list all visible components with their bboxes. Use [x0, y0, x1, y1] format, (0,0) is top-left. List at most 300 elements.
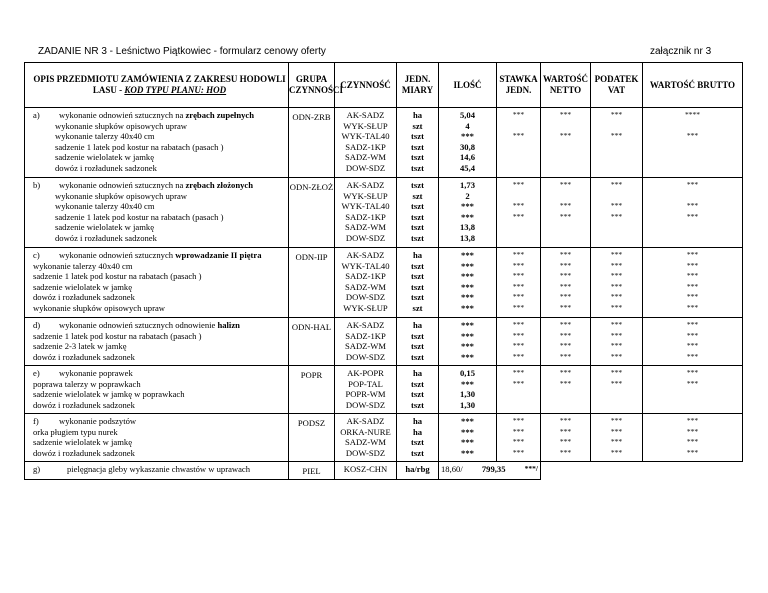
gross-value: *** — [686, 320, 699, 329]
rate-value — [497, 191, 540, 202]
gross-value: *** — [686, 330, 699, 340]
net-value: *** — [559, 368, 572, 377]
rate-value: *** — [512, 281, 525, 291]
section-description — [25, 462, 289, 480]
quantity-value: 0,15 — [459, 368, 476, 378]
activity-code: ORKA-NURE — [340, 426, 391, 437]
section-subline: dowóz i rozładunek sadzonek — [33, 351, 135, 362]
header-row — [25, 63, 743, 108]
quantity-value: *** — [461, 447, 474, 458]
header-net: WARTOŚĆ NETTO — [541, 63, 591, 108]
gross-value: *** — [686, 437, 699, 447]
section-row-last — [25, 462, 743, 480]
section-row — [25, 318, 743, 366]
gross-value: *** — [686, 447, 699, 457]
vat-value-cell — [591, 248, 643, 318]
quantity-value: *** — [461, 260, 474, 271]
vat-value: *** — [610, 378, 623, 388]
quantity-value: *** — [461, 302, 474, 313]
activity-code: KOSZ-CHN — [335, 462, 397, 480]
vat-value: *** — [610, 426, 623, 436]
unit-of-measure: ha — [412, 320, 423, 330]
header-activity: CZYNNOŚĆ — [335, 63, 397, 108]
rate-value: *** — [512, 302, 525, 312]
vat-value-cell — [591, 178, 643, 248]
activity-code: DOW-SDZ — [345, 292, 386, 303]
gross-value: *** — [686, 341, 699, 351]
activity-code: SADZ-1KP — [345, 141, 386, 152]
gross-value-cell — [643, 178, 743, 248]
activity-code: WYK-TAL40 — [341, 201, 390, 212]
vat-value: *** — [610, 281, 623, 291]
activity-code: DOW-SDZ — [345, 351, 386, 362]
unit-of-measure: tszt — [411, 152, 424, 163]
quantity-value: *** — [461, 341, 474, 352]
unit-of-measure: tszt — [411, 260, 424, 271]
activity-code: DOW-SDZ — [345, 232, 386, 243]
gross-value: *** — [686, 180, 699, 189]
rate-value: *** — [512, 260, 525, 270]
header-group: GRUPA CZYNNOŚCI — [289, 63, 335, 108]
unit-of-measure: szt — [412, 190, 423, 201]
vat-value: *** — [610, 250, 623, 259]
activity-code-cell — [335, 318, 397, 366]
section-title: wykonanie odnowień sztucznych — [59, 250, 176, 260]
section-description — [25, 178, 289, 248]
section-subline: wykonanie słupków opisowych upraw — [55, 120, 187, 131]
section-title: wykonanie odnowień sztucznych na — [59, 110, 186, 120]
section-subline: sadzenie 1 latek pod kostur na rabatach (pasach ) — [55, 211, 224, 222]
section-title-bold: halizn — [217, 320, 240, 330]
header-vat: PODATEK VAT — [591, 63, 643, 108]
unit-of-measure-cell — [397, 366, 439, 414]
unit-of-measure: tszt — [411, 201, 424, 212]
gross-value-cell — [643, 366, 743, 414]
section-row — [25, 178, 743, 248]
header-unit: JEDN. MIARY — [397, 63, 439, 108]
gross-value — [643, 121, 742, 132]
net-value: *** — [559, 437, 572, 447]
unit-of-measure: ha — [412, 250, 423, 260]
section-subline: poprawa talerzy w poprawkach — [33, 378, 141, 389]
section-subline: wykonanie talerzy 40x40 cm — [33, 260, 133, 271]
gross-value: *** — [686, 368, 699, 377]
group-code: ODN-IIP — [289, 248, 335, 318]
quantity-value: 1,30 — [459, 399, 476, 410]
vat-value: *** — [610, 351, 623, 361]
rate-value: *** — [512, 271, 525, 281]
quantity-value: *** — [461, 426, 474, 437]
activity-code: WYK-SŁUP — [343, 190, 388, 201]
header-desc-prefix: LASU - — [92, 85, 125, 95]
quantity-value-cell — [439, 414, 497, 462]
rate-value-cell — [497, 366, 541, 414]
unit-of-measure: tszt — [411, 131, 424, 142]
section-marker: b) — [33, 180, 41, 190]
gross-value: *** — [686, 271, 699, 281]
rate-value: *** — [512, 250, 525, 259]
vat-value: *** — [610, 292, 623, 302]
quantity-value: *** — [461, 271, 474, 282]
gross-value: *** — [686, 211, 699, 221]
header-desc-line1: OPIS PRZEDMIOTU ZAMÓWIENIA Z ZAKRESU HODOWLI — [33, 74, 286, 84]
vat-value: *** — [610, 320, 623, 329]
rate-value: *** — [512, 426, 525, 436]
unit-of-measure: tszt — [411, 351, 424, 362]
rate-value: *** — [512, 330, 525, 340]
unit-of-measure: tszt — [411, 281, 424, 292]
vat-value: *** — [610, 201, 623, 211]
section-description — [25, 108, 289, 178]
quantity-value: *** — [461, 250, 474, 260]
gross-value: *** — [686, 292, 699, 302]
net-value: *** — [559, 201, 572, 211]
activity-code: AK-SADZ — [346, 180, 385, 190]
vat-value-cell — [591, 414, 643, 462]
activity-code: DOW-SDZ — [345, 447, 386, 458]
unit-of-measure: tszt — [411, 232, 424, 243]
section-subline: sadzenie wielolatek w jamkę w poprawkach — [33, 389, 185, 400]
section-subline: sadzenie 1 latek pod kostur na rabatach (pasach ) — [33, 330, 202, 341]
rate-value: *** — [512, 437, 525, 447]
section-subline: wykonanie talerzy 40x40 cm — [55, 131, 155, 142]
section-subline: dowóz i rozładunek sadzonek — [33, 447, 135, 458]
vat-value: *** — [610, 110, 623, 119]
unit-of-measure: tszt — [411, 378, 424, 389]
activity-code: AK-SADZ — [346, 416, 385, 426]
quantity-value: *** — [461, 211, 474, 222]
activity-code-cell — [335, 248, 397, 318]
vat-value: *** — [610, 341, 623, 351]
vat-value-cell — [591, 108, 643, 178]
quantity-value-cell — [439, 248, 497, 318]
section-title: wykonanie odnowień sztucznych odnowienie — [59, 320, 218, 330]
activity-code-cell — [335, 108, 397, 178]
vat-value: *** — [610, 211, 623, 221]
net-value: *** — [559, 341, 572, 351]
group-code: ODN-ZŁOŻ — [289, 178, 335, 248]
header-description — [25, 63, 289, 108]
vat-value: *** — [610, 437, 623, 447]
activity-code-cell — [335, 414, 397, 462]
activity-code: SADZ-WM — [344, 341, 387, 352]
quantity-value-cell — [439, 366, 497, 414]
activity-code: WYK-TAL40 — [341, 260, 390, 271]
unit-of-measure: tszt — [411, 162, 424, 173]
net-value: *** — [559, 211, 572, 221]
activity-code: WYK-SŁUP — [343, 120, 388, 131]
vat-value: *** — [610, 330, 623, 340]
gross-value-cell — [643, 414, 743, 462]
gross-value — [643, 191, 742, 202]
rate-value: *** — [512, 368, 525, 377]
unit-of-measure: tszt — [411, 437, 424, 448]
rate-value: *** — [512, 292, 525, 302]
activity-code-cell — [335, 178, 397, 248]
section-title-bold: zrębach zupełnych — [185, 110, 254, 120]
section-subline: sadzenie 2-3 latek w jamkę — [33, 341, 127, 352]
unit-of-measure: tszt — [411, 271, 424, 282]
section-title: wykonanie podszytów — [59, 416, 137, 426]
rate-value — [497, 121, 540, 132]
net-value: ***/ — [524, 464, 538, 473]
section-title-bold: zrębach złożonych — [185, 180, 254, 190]
section-marker: f) — [33, 416, 39, 426]
activity-code: SADZ-WM — [344, 152, 387, 163]
quantity-value: 4 — [465, 120, 470, 131]
quantity-value-cell — [439, 178, 497, 248]
header-qty: ILOŚĆ — [439, 63, 497, 108]
quantity-value: 13,8 — [459, 222, 476, 233]
net-value-cell — [541, 108, 591, 178]
quantity-value: 1,73 — [459, 180, 476, 190]
net-value: *** — [559, 351, 572, 361]
vat-value-cell — [591, 318, 643, 366]
quantity-value: *** — [461, 201, 474, 212]
gross-value-cell — [643, 248, 743, 318]
section-marker: c) — [33, 250, 40, 260]
quantity-value: 1,30 — [459, 389, 476, 400]
net-value: *** — [559, 271, 572, 281]
section-subline: sadzenie wielolatek w jamkę — [33, 437, 133, 448]
net-value: *** — [559, 250, 572, 259]
activity-code: SADZ-1KP — [345, 330, 386, 341]
quantity-value: *** — [461, 378, 474, 389]
rate-value: *** — [512, 341, 525, 351]
quantity-value: *** — [461, 330, 474, 341]
section-marker: g) — [33, 464, 41, 474]
quantity-value: *** — [461, 292, 474, 303]
section-subline: orka pługiem typu nurek — [33, 426, 118, 437]
gross-value: *** — [686, 201, 699, 211]
activity-code: AK-POPR — [347, 368, 384, 378]
group-code: POPR — [289, 366, 335, 414]
net-value: *** — [559, 110, 572, 119]
gross-value: **** — [685, 110, 700, 119]
section-title: wykonanie poprawek — [59, 368, 133, 378]
gross-value: *** — [686, 378, 699, 388]
unit-of-measure: szt — [412, 120, 423, 131]
net-value-cell — [541, 248, 591, 318]
section-subline: dowóz i rozładunek sadzonek — [33, 399, 135, 410]
section-description — [25, 248, 289, 318]
rate-value: *** — [512, 110, 525, 119]
net-value: *** — [559, 131, 572, 141]
vat-value: *** — [610, 260, 623, 270]
rate-value: *** — [512, 447, 525, 457]
gross-value: *** — [686, 351, 699, 361]
unit-of-measure: ha — [412, 110, 423, 120]
vat-value: *** — [610, 368, 623, 377]
section-subline: sadzenie 1 latek pod kostur na rabatach (pasach ) — [55, 141, 224, 152]
document-title: ZADANIE NR 3 - Leśnictwo Piątkowiec - formularz cenowy oferty — [38, 46, 326, 57]
section-marker: e) — [33, 368, 40, 378]
activity-code: POP-TAL — [348, 378, 383, 389]
section-subline: sadzenie 1 latek pod kostur na rabatach (pasach ) — [33, 271, 202, 282]
quantity-value-cell — [439, 318, 497, 366]
group-code: ODN-ZRB — [289, 108, 335, 178]
header-plan-code: KOD TYPU PLANU: HOD — [124, 85, 227, 95]
unit-of-measure-cell — [397, 414, 439, 462]
activity-code: DOW-SDZ — [345, 162, 386, 173]
net-value: *** — [559, 292, 572, 302]
unit-of-measure: tszt — [411, 389, 424, 400]
activity-code-cell — [335, 366, 397, 414]
quantity-value: 14,6 — [459, 152, 476, 163]
activity-code: WYK-TAL40 — [341, 131, 390, 142]
quantity-value-cell — [439, 108, 497, 178]
net-value-cell — [541, 178, 591, 248]
header-rate: STAWKA JEDN. — [497, 63, 541, 108]
rate-value-cell — [497, 414, 541, 462]
rate-value: *** — [512, 131, 525, 141]
quantity-value: *** — [461, 320, 474, 330]
section-subline: sadzenie wielolatek w jamkę — [33, 281, 133, 292]
section-subline: sadzenie wielolatek w jamkę — [55, 152, 155, 163]
net-value: *** — [559, 330, 572, 340]
quantity-value: *** — [461, 131, 474, 142]
rate-value-cell — [497, 178, 541, 248]
group-code: PIEL — [289, 462, 335, 480]
section-title: pielęgnacja gleby wykaszanie chwastów w uprawach — [67, 464, 251, 474]
unit-of-measure-cell — [397, 108, 439, 178]
section-description — [25, 318, 289, 366]
unit-of-measure: tszt — [411, 341, 424, 352]
unit-of-measure-cell — [397, 248, 439, 318]
gross-value-cell — [643, 318, 743, 366]
gross-value: *** — [686, 260, 699, 270]
section-marker: d) — [33, 320, 41, 330]
net-value: *** — [559, 302, 572, 312]
unit-of-measure: tszt — [411, 399, 424, 410]
section-row — [25, 366, 743, 414]
unit-of-measure-cell — [397, 318, 439, 366]
net-value-cell — [541, 318, 591, 366]
quantity-value: 18,60/ — [441, 464, 463, 474]
rate-value: *** — [512, 378, 525, 388]
rate-value: *** — [512, 211, 525, 221]
section-title-bold: wprowadzanie II piętra — [175, 250, 262, 260]
net-value: *** — [559, 260, 572, 270]
net-value-cell — [541, 414, 591, 462]
quantity-value: 2 — [465, 190, 470, 201]
section-subline: wykonanie talerzy 40x40 cm — [55, 201, 155, 212]
activity-code: SADZ-WM — [344, 222, 387, 233]
net-value: *** — [559, 426, 572, 436]
section-subline: dowóz i rozładunek sadzonek — [55, 162, 157, 173]
quantity-value: *** — [461, 281, 474, 292]
quantity-value: *** — [461, 416, 474, 426]
last-values-cell — [439, 462, 541, 480]
price-form-table — [24, 62, 743, 480]
section-subline: wykonanie słupków opisowych upraw — [55, 190, 187, 201]
gross-value: *** — [686, 250, 699, 259]
rate-value: *** — [512, 180, 525, 189]
section-title: wykonanie odnowień sztucznych na — [59, 180, 186, 190]
annex-label: załącznik nr 3 — [650, 46, 712, 57]
gross-value: *** — [686, 131, 699, 141]
unit-of-measure: ha — [412, 368, 423, 378]
section-row — [25, 248, 743, 318]
unit-of-measure: tszt — [411, 180, 424, 190]
quantity-value: 13,8 — [459, 232, 476, 243]
unit-of-measure: ha/rbg — [397, 462, 439, 480]
vat-value: *** — [610, 131, 623, 141]
gross-value: *** — [686, 281, 699, 291]
unit-of-measure: tszt — [411, 211, 424, 222]
section-subline: dowóz i rozładunek sadzonek — [33, 292, 135, 303]
unit-of-measure: tszt — [411, 141, 424, 152]
rate-value: *** — [512, 416, 525, 425]
unit-of-measure-cell — [397, 178, 439, 248]
activity-code: SADZ-WM — [344, 281, 387, 292]
gross-value-cell — [643, 108, 743, 178]
unit-of-measure: tszt — [411, 330, 424, 341]
net-value: *** — [559, 416, 572, 425]
rate-value: *** — [512, 320, 525, 329]
unit-of-measure: szt — [412, 302, 423, 313]
activity-code: DOW-SDZ — [345, 399, 386, 410]
rate-value: 799,35 — [481, 464, 506, 474]
section-description — [25, 366, 289, 414]
activity-code: WYK-SŁUP — [343, 302, 388, 313]
quantity-value: 5,04 — [459, 110, 476, 120]
vat-value-cell — [591, 366, 643, 414]
activity-code: AK-SADZ — [346, 110, 385, 120]
vat-value: *** — [610, 447, 623, 457]
quantity-value: *** — [461, 351, 474, 362]
section-row — [25, 414, 743, 462]
vat-value: *** — [610, 416, 623, 425]
vat-value: *** — [610, 302, 623, 312]
section-row — [25, 108, 743, 178]
rate-value: *** — [512, 201, 525, 211]
vat-value — [591, 121, 642, 132]
net-value — [541, 121, 590, 132]
net-value: *** — [559, 320, 572, 329]
net-value: *** — [559, 447, 572, 457]
unit-of-measure: tszt — [411, 222, 424, 233]
vat-value: *** — [610, 180, 623, 189]
unit-of-measure: ha — [412, 416, 423, 426]
activity-code: AK-SADZ — [346, 320, 385, 330]
quantity-value: *** — [461, 437, 474, 448]
activity-code: AK-SADZ — [346, 250, 385, 260]
gross-value: *** — [686, 302, 699, 312]
rate-value: *** — [512, 351, 525, 361]
unit-of-measure: tszt — [411, 292, 424, 303]
activity-code: SADZ-WM — [344, 437, 387, 448]
section-subline: dowóz i rozładunek sadzonek — [55, 232, 157, 243]
unit-of-measure: ha — [412, 426, 423, 437]
section-marker: a) — [33, 110, 40, 120]
section-subline: wykonanie słupków opisowych upraw — [33, 302, 165, 313]
vat-value: *** — [610, 271, 623, 281]
rate-value-cell — [497, 318, 541, 366]
header-gross: WARTOŚĆ BRUTTO — [643, 63, 743, 108]
gross-value: *** — [686, 416, 699, 425]
rate-value-cell — [497, 248, 541, 318]
group-code: PODSZ — [289, 414, 335, 462]
activity-code: SADZ-1KP — [345, 211, 386, 222]
activity-code: SADZ-1KP — [345, 271, 386, 282]
net-value-cell — [541, 366, 591, 414]
quantity-value: 45,4 — [459, 162, 476, 173]
unit-of-measure: tszt — [411, 447, 424, 458]
net-value: *** — [559, 281, 572, 291]
gross-value: *** — [686, 426, 699, 436]
group-code: ODN-HAL — [289, 318, 335, 366]
